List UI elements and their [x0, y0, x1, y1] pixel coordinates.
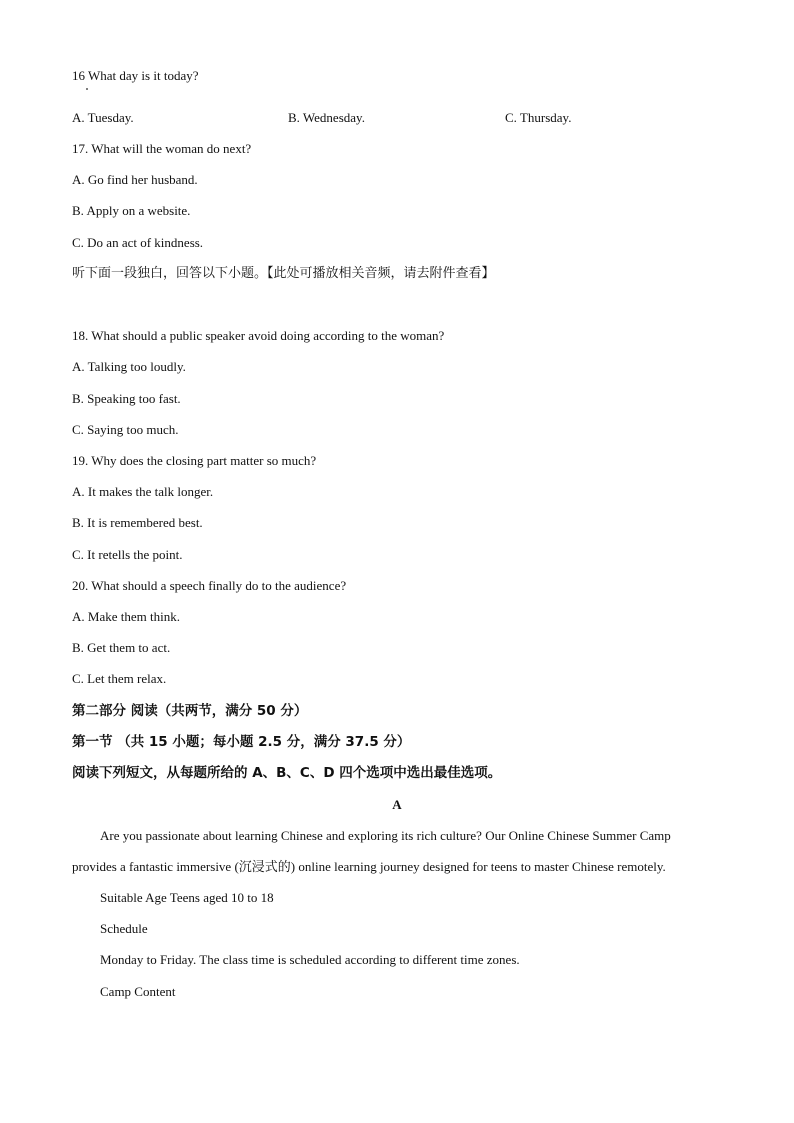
option-18-a: A. Talking too loudly. — [72, 359, 186, 374]
schedule-text: Monday to Friday. The class time is scheduled according to different time zones. — [100, 952, 520, 967]
section1-heading: 第一节 （共 15 小题；每小题 2.5 分，满分 37.5 分） — [72, 734, 411, 750]
reading-instruction: 阅读下列短文，从每题所给的 A、B、C、D 四个选项中选出最佳选项。 — [72, 765, 502, 781]
question-17: 17. What will the woman do next? — [72, 141, 252, 156]
suitable-age: Suitable Age Teens aged 10 to 18 — [100, 890, 274, 905]
passage-paragraph-line-1: Are you passionate about learning Chinese and exploring its rich culture? Our Online Chinese Summer Camp — [100, 828, 671, 843]
option-16-a: A. Tuesday. — [72, 110, 134, 125]
schedule-label: Schedule — [100, 921, 148, 936]
listening-instruction: 听下面一段独白，回答以下小题。【此处可播放相关音频，请去附件查看】 — [72, 266, 495, 281]
camp-content-label: Camp Content — [100, 984, 176, 999]
option-18-b: B. Speaking too fast. — [72, 391, 181, 406]
option-20-b: B. Get them to act. — [72, 640, 171, 655]
option-20-c: C. Let them relax. — [72, 671, 167, 686]
passage-label: A — [392, 797, 402, 812]
question-20: 20. What should a speech finally do to the audience? — [72, 578, 347, 593]
option-16-b: B. Wednesday. — [288, 110, 365, 125]
option-17-b: B. Apply on a website. — [72, 203, 191, 218]
option-19-b: B. It is remembered best. — [72, 515, 203, 530]
part2-heading: 第二部分 阅读（共两节，满分 50 分） — [72, 703, 308, 719]
option-16-c: C. Thursday. — [505, 110, 572, 125]
option-19-c: C. It retells the point. — [72, 547, 183, 562]
option-19-a: A. It makes the talk longer. — [72, 484, 214, 499]
question-18: 18. What should a public speaker avoid doing according to the woman? — [72, 328, 445, 343]
question-16: 16 What day is it today? — [72, 68, 199, 83]
passage-paragraph-line-2: provides a fantastic immersive (沉浸式的) online learning journey designed for teens to master Chinese remotely. — [72, 859, 666, 874]
question-19: 19. Why does the closing part matter so much? — [72, 453, 317, 468]
option-20-a: A. Make them think. — [72, 609, 180, 624]
stray-dot — [86, 88, 88, 90]
option-18-c: C. Saying too much. — [72, 422, 179, 437]
option-17-c: C. Do an act of kindness. — [72, 235, 204, 250]
option-17-a: A. Go find her husband. — [72, 172, 198, 187]
